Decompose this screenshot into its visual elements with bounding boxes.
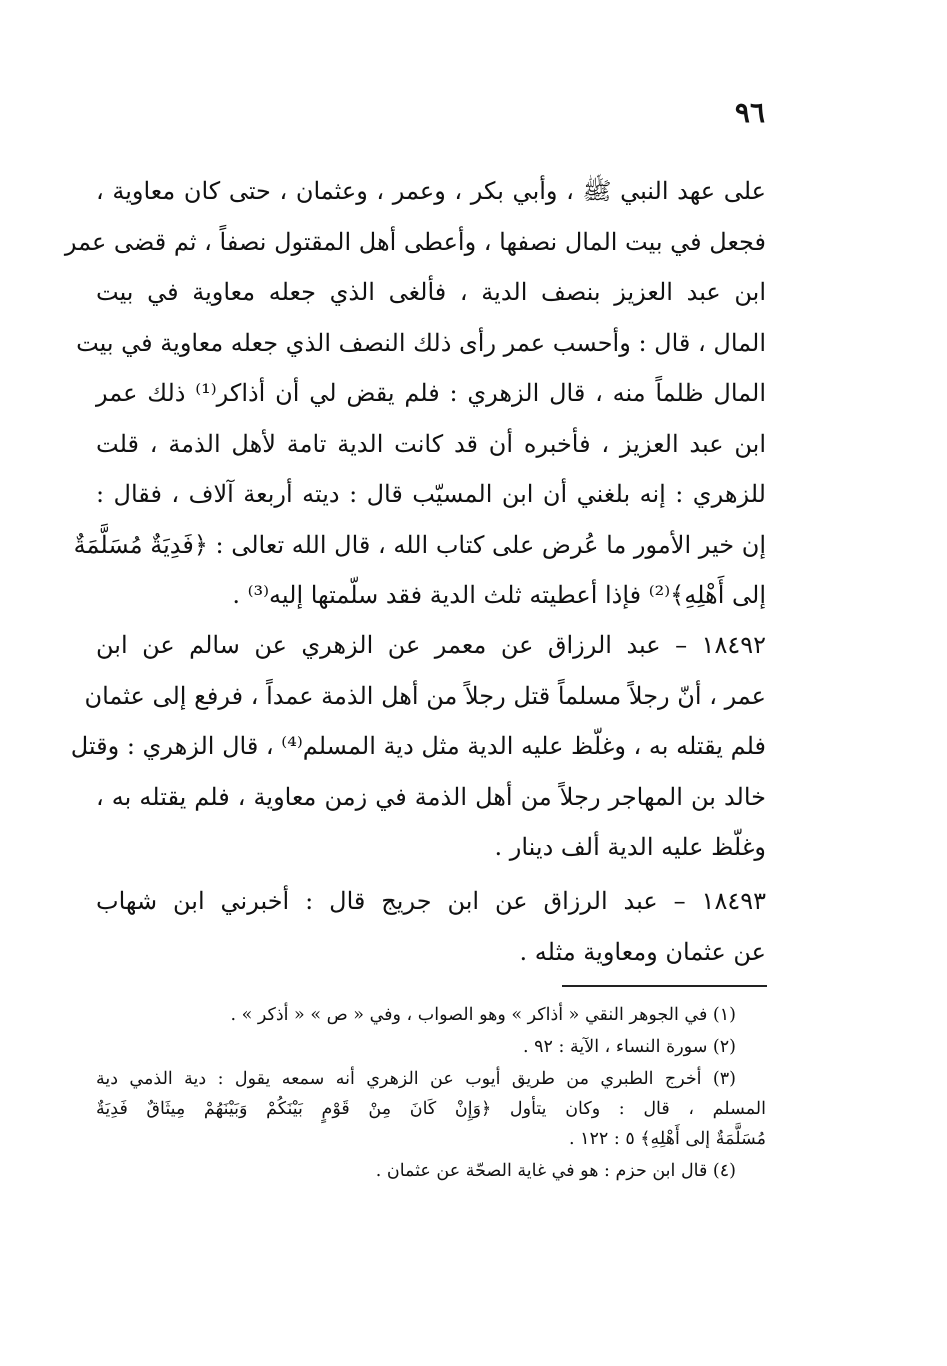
text-line: فلم يقتله به ، وغلّظ عليه الدية مثل دية المسلم⁽⁴⁾ ، قال الزهري : وقتل [70, 732, 766, 760]
footnote-3-line: المسلم ، قال : وكان يتأول ﴿وَإِنْ كَانَ مِنْ قَوْمٍ بَيْنَكُمْ وَبَيْنَهُمْ مِيثَاقٌ فَدِيَةٌ [96, 1099, 766, 1119]
text-line: فجعل في بيت المال نصفها ، وأعطى أهل المقتول نصفاً ، ثم قضى عمر [64, 227, 766, 256]
footnote-2: (٢) سورة النساء ، الآية : ٩٢ . [522, 1037, 736, 1057]
paragraph-3 [96, 876, 766, 977]
page-number: ٩٦ [734, 96, 765, 129]
text-line: خالد بن المهاجر رجلاً من أهل الذمة في زمن معاوية ، فلم يقتله به ، [96, 782, 766, 811]
footnote-3-line: (٣) أخرج الطبري من طريق أيوب عن الزهري أنه سمعه يقول : دية الذمي دية [96, 1069, 736, 1089]
text-line: إلى أَهْلِهِ﴾⁽²⁾ فإذا أعطيته ثلث الدية فقد سلّمتها إليه⁽³⁾ . [232, 581, 766, 609]
text-line: على عهد النبي ﷺ ، وأبي بكر ، وعمر ، وعثمان ، حتى كان معاوية ، [96, 177, 766, 205]
footnote-3-line: مُسَلَّمَةٌ إلى أَهْلِهِ﴾ ٥ : ١٢٢ . [568, 1129, 766, 1149]
text-line: ١٨٤٩٣ – عبد الرزاق عن ابن جريج قال : أخبرني ابن شهاب [96, 887, 766, 915]
footnotes [96, 1000, 766, 1186]
text-line: ١٨٤٩٢ – عبد الرزاق عن معمر عن الزهري عن سالم عن ابن [96, 631, 766, 659]
footnote-1: (١) في الجوهر النقي « أذاكر » وهو الصواب ، وفي « ص » « أذكر » . [230, 1005, 736, 1025]
footnote-4: (٤) قال ابن حزم : هو في غاية الصحّة عن عثمان . [375, 1161, 736, 1181]
text-line: ابن عبد العزيز ، فأخبره أن قد كانت الدية تامة لأهل الذمة ، قلت [96, 429, 766, 458]
paragraph-1 [64, 166, 766, 621]
text-line: المال ظلماً منه ، قال الزهري : فلم يقض لي أن أذاكر⁽¹⁾ ذلك عمر [96, 379, 766, 407]
text-line: عمر ، أنّ رجلاً مسلماً قتل رجلاً من أهل الذمة عمداً ، فرفع إلى عثمان [84, 681, 766, 710]
text-line: إن خير الأمور ما عُرض على كتاب الله ، قال الله تعالى : ﴿فَدِيَةٌ مُسَلَّمَةٌ [73, 530, 766, 559]
text-line: عن عثمان ومعاوية مثله . [519, 937, 766, 966]
text-line: ابن عبد العزيز بنصف الدية ، فألغى الذي جعله معاوية في بيت [96, 278, 766, 306]
text-line: للزهري : إنه بلغني أن ابن المسيّب قال : ديته أربعة آلاف ، فقال : [96, 480, 766, 508]
paragraph-2 [70, 620, 766, 873]
text-line: المال ، قال : وأحسب عمر رأى ذلك النصف الذي جعله معاوية في بيت [76, 328, 766, 357]
text-line: وغلّظ عليه الدية ألف دينار . [494, 833, 766, 861]
footnote-separator [562, 985, 767, 987]
